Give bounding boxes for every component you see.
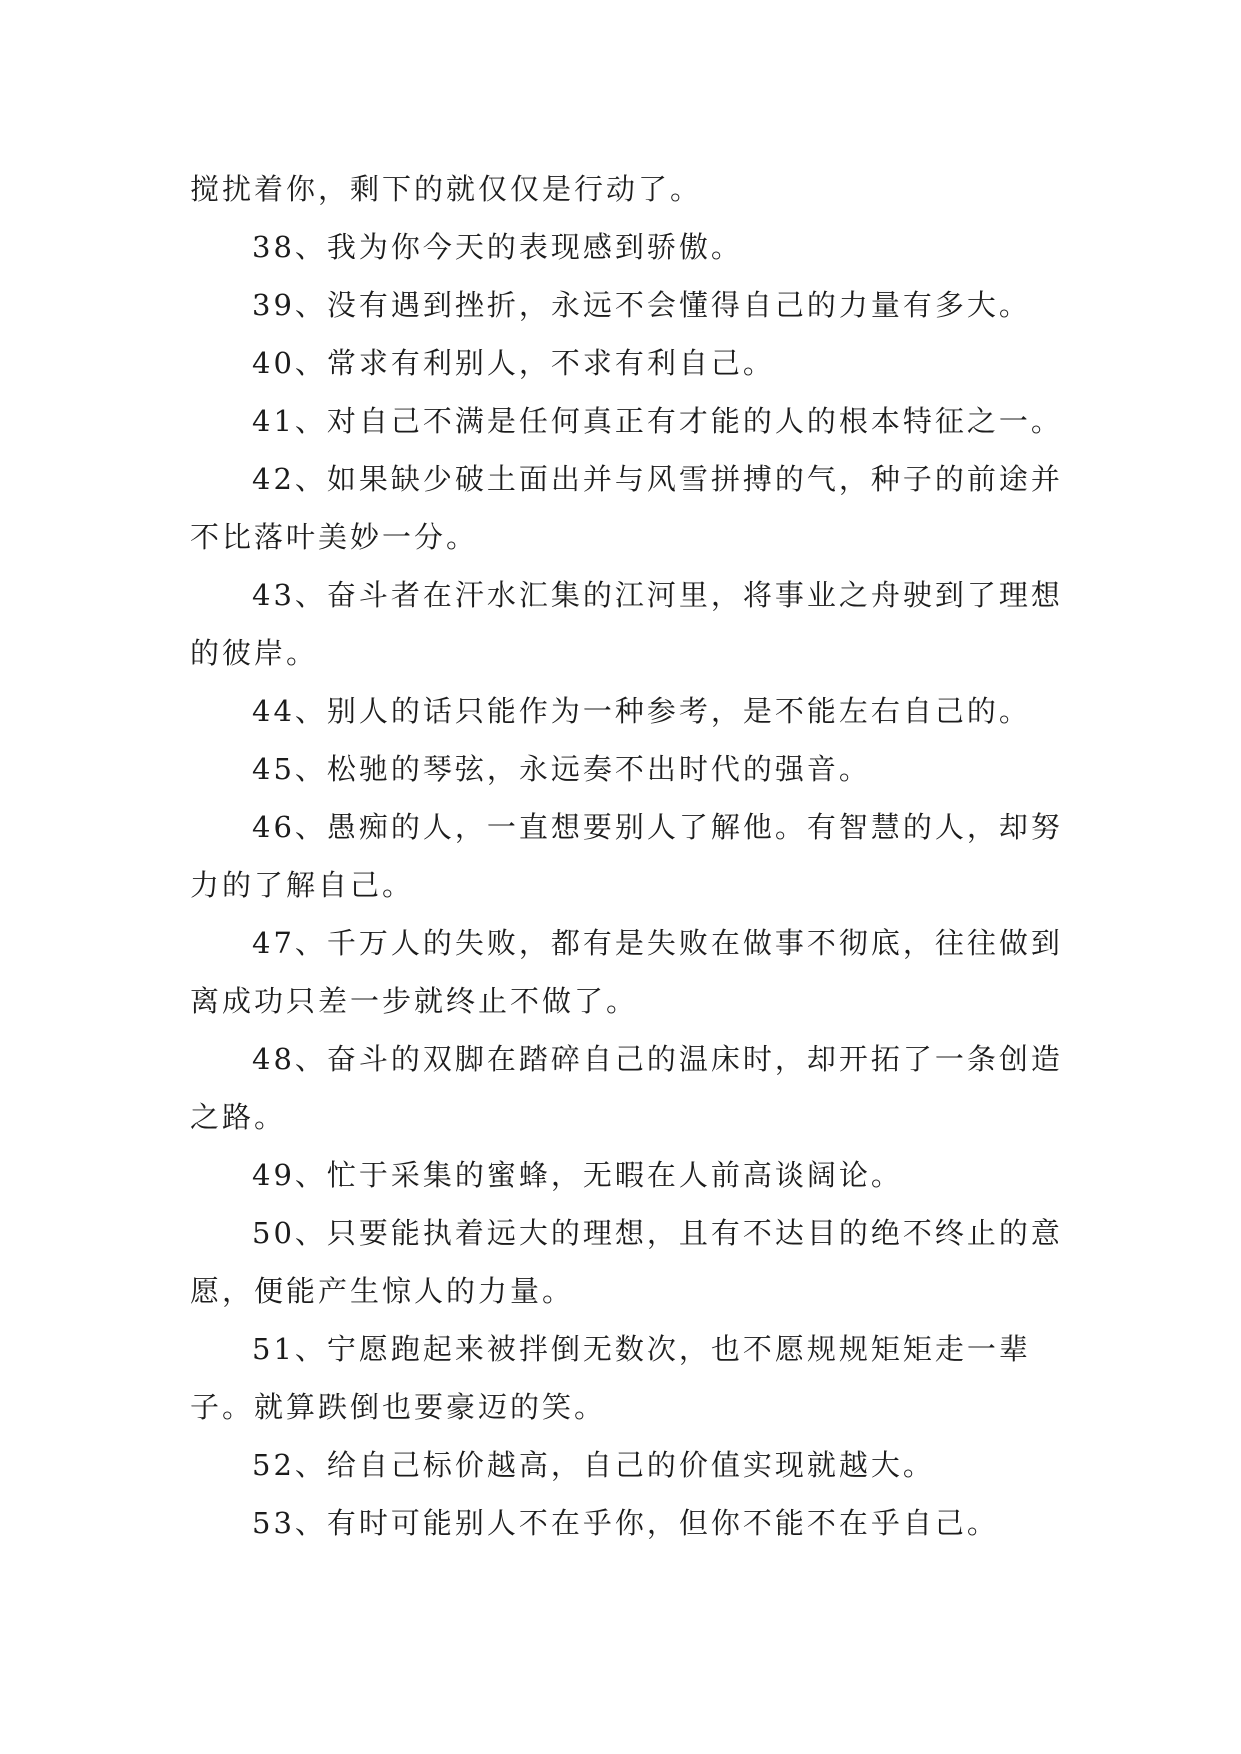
paragraph-40: 40、常求有利别人，不求有利自己。 [252,346,775,380]
paragraph-continuation: 搅扰着你，剩下的就仅仅是行动了。 [190,172,703,206]
paragraph-38: 38、我为你今天的表现感到骄傲。 [252,230,743,264]
paragraph-48: 48、奋斗的双脚在踏碎自己的温床时，却开拓了一条创造之路。 [190,1042,1063,1134]
paragraph-52: 52、给自己标价越高，自己的价值实现就越大。 [252,1448,935,1482]
paragraph-41: 41、对自己不满是任何真正有才能的人的根本特征之一。 [252,404,1063,438]
paragraph-50: 50、只要能执着远大的理想，且有不达目的绝不终止的意愿，便能产生惊人的力量。 [190,1216,1063,1308]
paragraph-39: 39、没有遇到挫折，永远不会懂得自己的力量有多大。 [252,288,1031,322]
paragraph-49: 49、忙于采集的蜜蜂，无暇在人前高谈阔论。 [252,1158,903,1192]
paragraph-51: 51、宁愿跑起来被拌倒无数次，也不愿规规矩矩走一辈子。就算跌倒也要豪迈的笑。 [190,1332,1031,1424]
paragraph-45: 45、松驰的琴弦，永远奏不出时代的强音。 [252,752,871,786]
paragraph-47: 47、千万人的失败，都有是失败在做事不彻底，往往做到离成功只差一步就终止不做了。 [190,926,1063,1018]
paragraph-44: 44、别人的话只能作为一种参考，是不能左右自己的。 [252,694,1031,728]
paragraph-53: 53、有时可能别人不在乎你，但你不能不在乎自己。 [252,1506,999,1540]
paragraph-43: 43、奋斗者在汗水汇集的江河里，将事业之舟驶到了理想的彼岸。 [190,578,1063,670]
document-body [190,160,1070,1552]
paragraph-42: 42、如果缺少破土面出并与风雪拼搏的气，种子的前途并不比落叶美妙一分。 [190,462,1063,554]
paragraph-46: 46、愚痴的人，一直想要别人了解他。有智慧的人，却努力的了解自己。 [190,810,1063,902]
